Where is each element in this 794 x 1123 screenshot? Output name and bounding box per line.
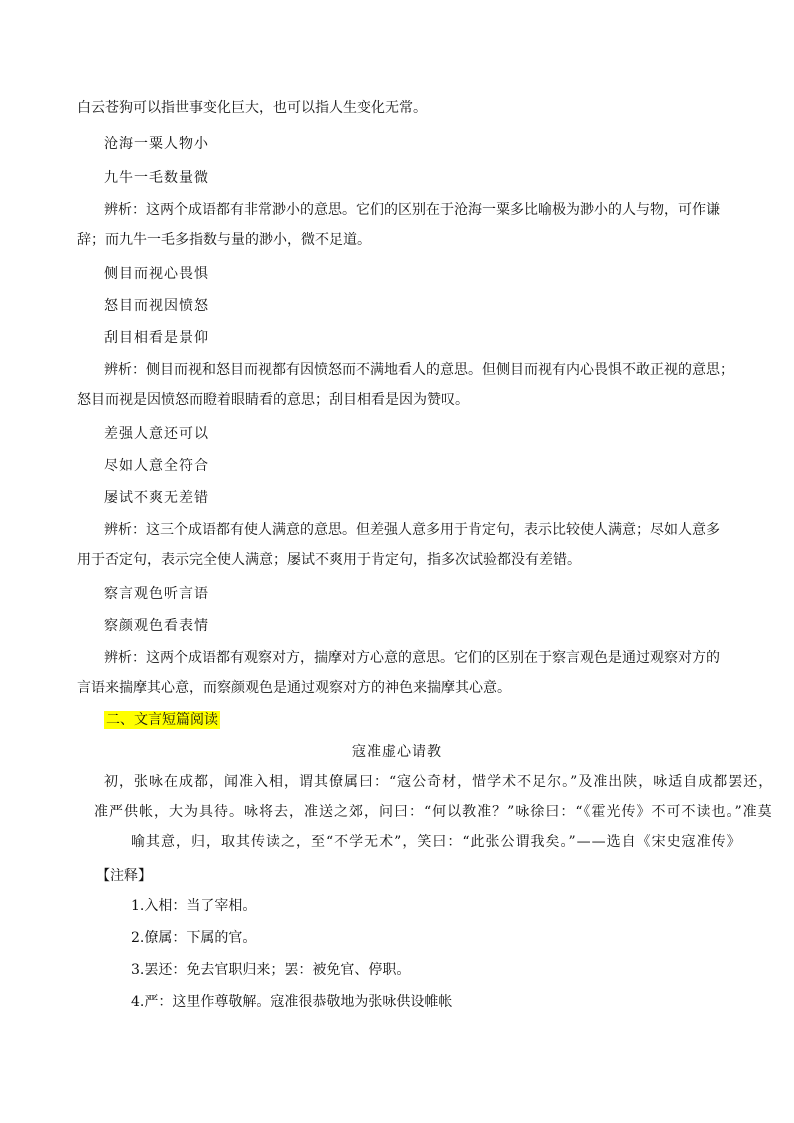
note-item: 3.罢还：免去官职归来；罢：被免官、停职。 [131, 962, 411, 978]
passage-line: 准严供帐，大为具待。咏将去，准送之郊，问曰：“何以教准？”咏徐曰：“《霍光传》不可不读也。”准莫 [94, 804, 773, 820]
passage-line: 喻其意，归，取其传读之，至“不学无术”，笑曰：“此张公谓我矣。”——选自《宋史寇准传》 [131, 834, 742, 850]
note-item: 4.严：这里作尊敬解。寇准很恭敬地为张咏供设帷帐 [131, 994, 453, 1010]
idiom-line: 差强人意还可以 [104, 426, 209, 442]
analysis-line: 辨析：这三个成语都有使人满意的意思。但差强人意多用于肯定句，表示比较使人满意；尽如人意多 [104, 522, 720, 538]
analysis-line: 辨析：这两个成语都有非常渺小的意思。它们的区别在于沧海一粟多比喻极为渺小的人与物，可作谦 [104, 202, 720, 218]
section-heading [104, 710, 754, 730]
note-item: 1.入相：当了宰相。 [131, 898, 257, 914]
idiom-line: 侧目而视心畏惧 [104, 266, 209, 282]
idiom-line: 九牛一毛数量微 [104, 170, 209, 186]
idiom-line: 怒目而视因愤怒 [104, 298, 209, 314]
passage-title: 寇准虚心请教 [352, 744, 442, 760]
analysis-line: 怒目而视是因愤怒而瞪着眼睛看的意思；刮目相看是因为赞叹。 [77, 392, 469, 408]
note-item: 2.僚属：下属的官。 [131, 930, 257, 946]
idiom-line: 刮目相看是景仰 [104, 330, 209, 346]
idiom-line: 尽如人意全符合 [104, 458, 209, 474]
analysis-line: 言语来揣摩其心意，而察颜观色是通过观察对方的神色来揣摩其心意。 [77, 680, 511, 696]
analysis-line: 辞；而九牛一毛多指数与量的渺小，微不足道。 [77, 232, 371, 248]
passage-line: 初，张咏在成都，闻准入相，谓其僚属曰：“寇公奇材，惜学术不足尔。”及准出陕，咏适自成都罢还， [104, 774, 774, 790]
analysis-line: 辨析：这两个成语都有观察对方，揣摩对方心意的意思。它们的区别在于察言观色是通过观察对方的 [104, 650, 720, 666]
idiom-line: 察言观色听言语 [104, 586, 209, 602]
notes-heading: 【注释】 [96, 868, 152, 884]
idiom-line: 屡试不爽无差错 [104, 490, 209, 506]
analysis-line: 用于否定句，表示完全使人满意；屡试不爽用于肯定句，指多次试验都没有差错。 [77, 552, 581, 568]
idiom-line: 沧海一粟人物小 [104, 136, 209, 152]
section-heading-text: 二、文言短篇阅读 [106, 712, 218, 728]
analysis-line: 辨析：侧目而视和怒目而视都有因愤怒而不满地看人的意思。但侧目而视有内心畏惧不敢正视的意思； [104, 362, 734, 378]
idiom-line: 察颜观色看表情 [104, 618, 209, 634]
paragraph-line: 白云苍狗可以指世事变化巨大，也可以指人生变化无常。 [77, 100, 427, 116]
